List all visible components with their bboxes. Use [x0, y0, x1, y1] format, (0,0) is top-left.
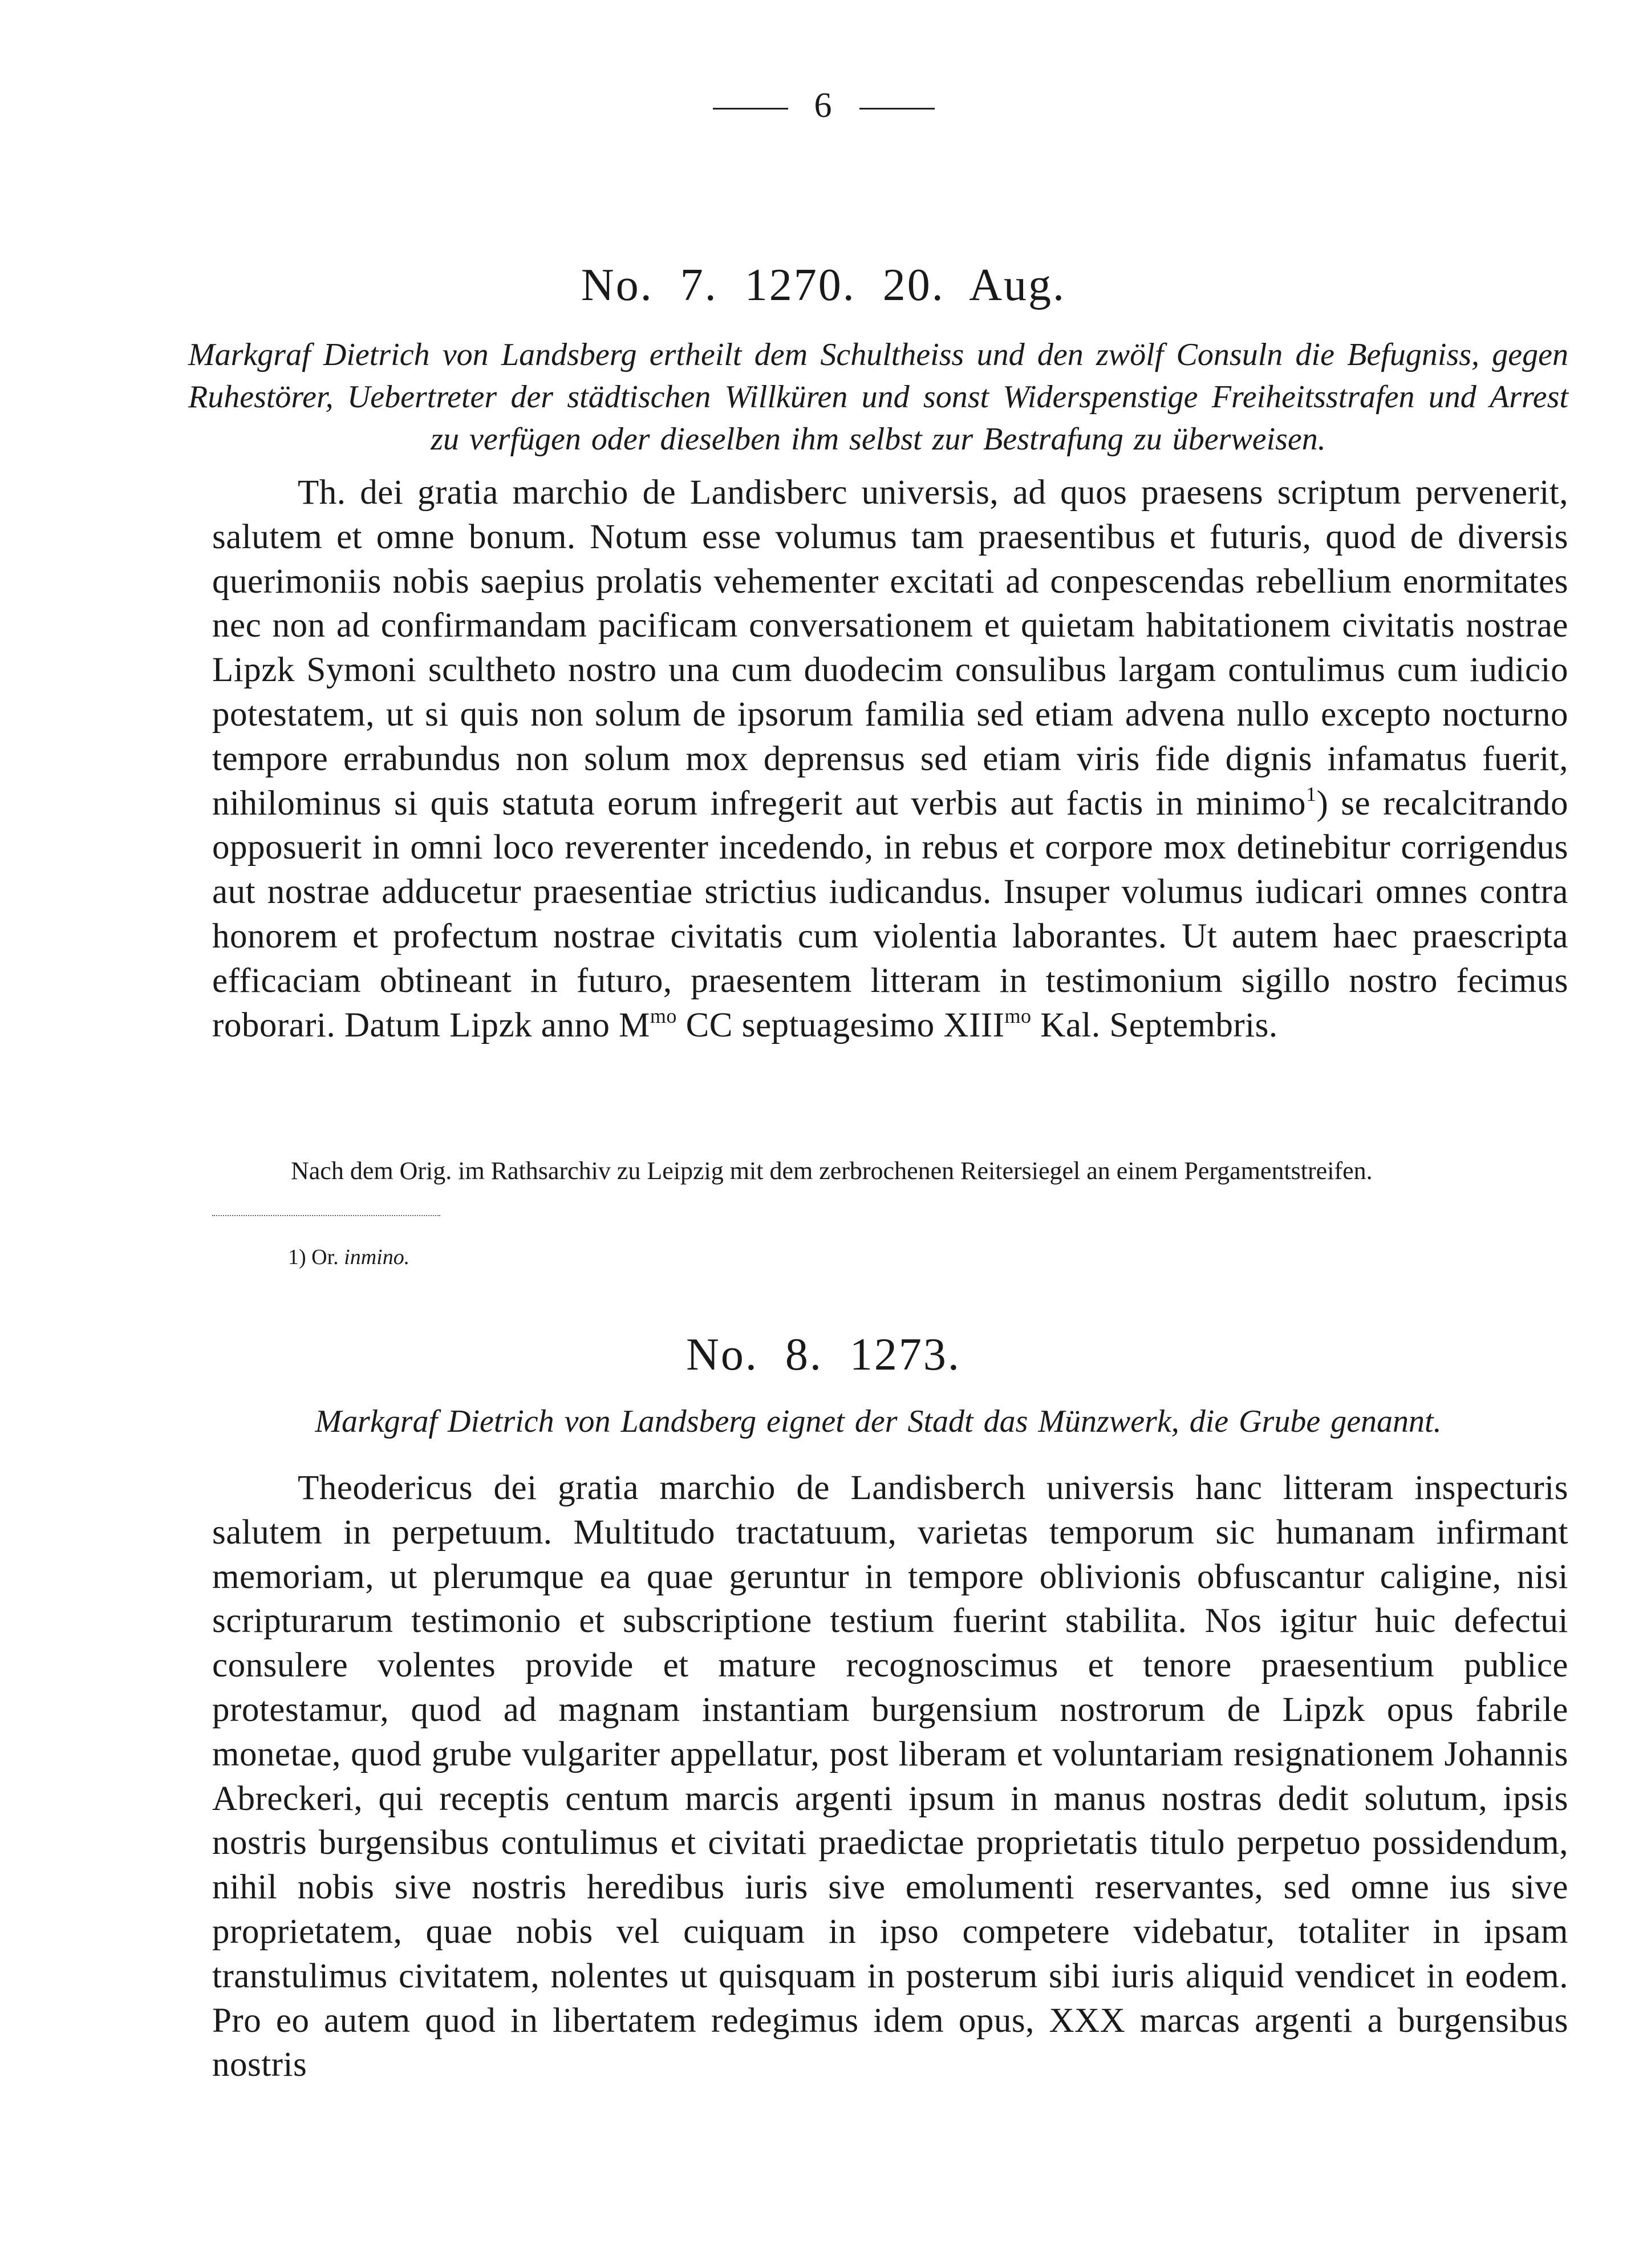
page-number	[0, 86, 1647, 126]
doc7-text-part2: ) se recalcitrando opposuerit in omni loco reverenter incedendo, in rebus et corpore mox detinebitur corrigendus aut nostrae adducetur praesentiae strictius iudicandus. Insuper volumus iudicari omnes contra honorem et profectum nostrae civitatis cum violentia laborantes. Ut autem haec praescripta efficaciam obtineant in futuro, praesentem litteram in testimonium sigillo nostro fecimus roborari. Datum Lipzk anno M	[212, 784, 1568, 1044]
doc7-text-part3: CC septuagesimo XIII	[676, 1006, 1005, 1044]
doc7-sup-mo-1: mo	[650, 1004, 677, 1027]
footnote-label: 1) Or.	[288, 1245, 339, 1269]
doc7-sup-mo-2: mo	[1004, 1004, 1032, 1027]
doc8-regest: Markgraf Dietrich von Landsberg eignet der Stadt das Münzwerk, die Grube genannt.	[315, 1404, 1442, 1439]
doc7-text-part1: Th. dei gratia marchio de Landisberc universis, ad quos praesens scriptum pervenerit, salutem et omne bonum. Notum esse volumus tam praesentibus et futuris, quod de diversis querimoniis nobis saepius prolatis vehementer excitati ad conpescendas rebellium enormitates nec non ad confirmandam pacificam conversationem et quietam habitationem civitatis nostrae Lipzk Symoni scultheto nostro una cum duodecim consulibus largam contulimus cum iudicio potestatem, ut si quis non solum de ipsorum familia sed etiam advena nullo excepto nocturno tempore errabundus non solum mox deprensus sed etiam viris fide dignis infamatus fuerit, nihilominus si quis statuta eorum infregerit aut verbis aut factis in minimo	[212, 473, 1568, 823]
doc8-heading: No. 8. 1273.	[686, 1330, 961, 1380]
doc7-body-text	[212, 471, 1568, 1047]
doc7-heading: No. 7. 1270. 20. Aug.	[581, 260, 1066, 310]
footnote-text: inmino.	[344, 1245, 410, 1269]
page-number-dash-right	[859, 108, 935, 110]
doc7-regest: Markgraf Dietrich von Landsberg ertheilt dem Schultheiss und den zwölf Consuln die Befugniss, gegen Ruhestörer, Uebertreter der städtischen Willküren und sonst Widerspenstige Freiheitsstrafen und Arrest zu verfügen oder dieselben ihm selbst zur Bestrafung zu überweisen.	[188, 337, 1568, 457]
doc7-footnote-mark: 1	[1305, 782, 1317, 805]
footnote-divider	[212, 1215, 440, 1216]
doc8-body-text: Theodericus dei gratia marchio de Landisberch universis hanc litteram inspecturis salutem in perpetuum. Multitudo tractatuum, varietas temporum sic humanam infirmant memoriam, ut plerumque ea quae geruntur in tempore oblivionis obfuscantur caligine, nisi scripturarum testimonio et subscriptione testium fuerint stabilita. Nos igitur huic defectui consulere volentes provide et mature recognoscimus et tenore praesentium publice protestamur, quod ad magnam instantiam burgensium nostrorum de Lipzk opus fabrile monetae, quod grube vulgariter appellatur, post liberam et voluntariam resignationem Johannis Abreckeri, qui receptis centum marcis argenti ipsum in manus nostras dedit solutum, ipsis nostris burgensibus contulimus et civitati praedictae proprietatis titulo perpetuo possidendum, nihil nobis sive nostris heredibus iuris sive emolumenti reservantes, sed omne ius sive proprietatem, quae nobis vel cuiquam in ipso competere videbatur, totaliter in ipsam transtulimus civitatem, nolentes ut quisquam in posterum sibi iuris aliquid vendicet in eodem. Pro eo autem quod in libertatem redegimus idem opus, XXX marcas argenti a burgensibus nostris	[212, 1469, 1568, 2084]
doc7-text-part4: Kal. Septembris.	[1031, 1006, 1278, 1044]
page-number-dash-left	[713, 108, 788, 110]
doc7-footnote	[288, 1244, 409, 1271]
doc7-source-note: Nach dem Orig. im Rathsarchiv zu Leipzig mit dem zerbrochenen Reitersiegel an einem Pergamentstreifen.	[291, 1157, 1373, 1185]
page-number-value: 6	[814, 86, 833, 125]
